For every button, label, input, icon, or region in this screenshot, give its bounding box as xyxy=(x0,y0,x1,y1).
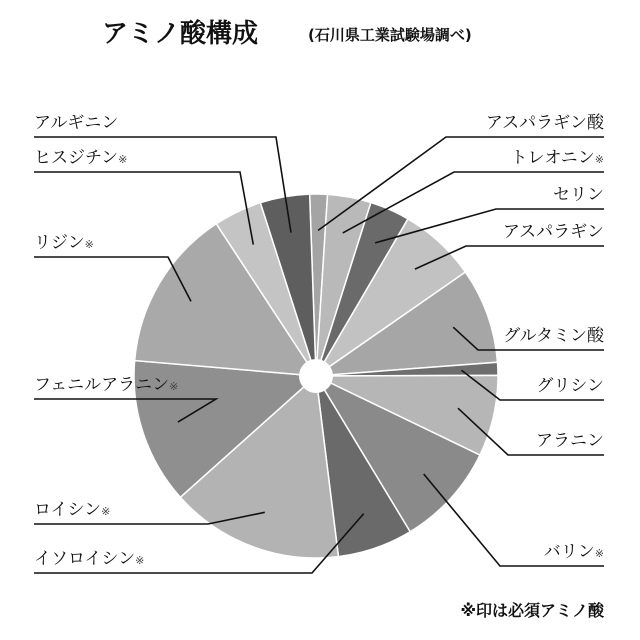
slice-13-essential-mark: ※ xyxy=(118,153,128,166)
slice-11-label xyxy=(34,375,178,395)
slice-12-essential-mark: ※ xyxy=(84,238,94,251)
slice-6-label xyxy=(536,376,604,396)
slice-8-essential-mark: ※ xyxy=(594,547,604,560)
slice-2-label-text: トレオニン xyxy=(510,148,595,168)
slice-14-label-text: アルギニン xyxy=(34,113,119,133)
slice-7-label xyxy=(536,431,604,451)
slice-10-label-text: ロイシン xyxy=(34,500,102,520)
footnote: ※印は必須アミノ酸 xyxy=(460,601,604,620)
slice-13-label-text: ヒスジチン xyxy=(34,148,119,168)
slice-11-essential-mark: ※ xyxy=(169,380,179,393)
slice-3-label xyxy=(553,185,604,205)
slice-8-label xyxy=(544,542,604,562)
slice-9-essential-mark: ※ xyxy=(135,554,145,567)
slice-11-label-text: フェニルアラニン xyxy=(34,375,170,395)
slice-4-label xyxy=(503,222,604,242)
slice-5-label-text: グルタミン酸 xyxy=(503,326,604,346)
slice-3-label-text: セリン xyxy=(553,185,604,205)
pie-center-hole xyxy=(299,359,333,393)
slice-10-essential-mark: ※ xyxy=(101,505,111,518)
slice-2-label xyxy=(510,148,604,168)
slice-13-label xyxy=(34,148,127,168)
slice-9-label-text: イソロイシン xyxy=(34,549,136,569)
slice-10-label xyxy=(34,500,110,520)
slice-5-label xyxy=(503,326,605,346)
chart-title: アミノ酸構成 xyxy=(102,19,259,49)
slice-1-label-text: アスパラギン酸 xyxy=(485,113,604,133)
slice-7-label-text: アラニン xyxy=(536,431,604,451)
slice-12-label xyxy=(34,233,94,253)
slice-12-label-text: リジン xyxy=(34,233,85,253)
slice-8-label-text: バリン xyxy=(543,542,595,562)
slice-9-label xyxy=(34,549,144,569)
chart-subtitle: (石川県工業試験場調べ) xyxy=(308,26,472,44)
slice-6-label-text: グリシン xyxy=(536,376,604,396)
slice-14-label xyxy=(34,113,118,133)
slice-1-label xyxy=(486,113,605,133)
slice-2-essential-mark: ※ xyxy=(594,153,604,166)
slice-4-label-text: アスパラギン xyxy=(502,222,604,242)
